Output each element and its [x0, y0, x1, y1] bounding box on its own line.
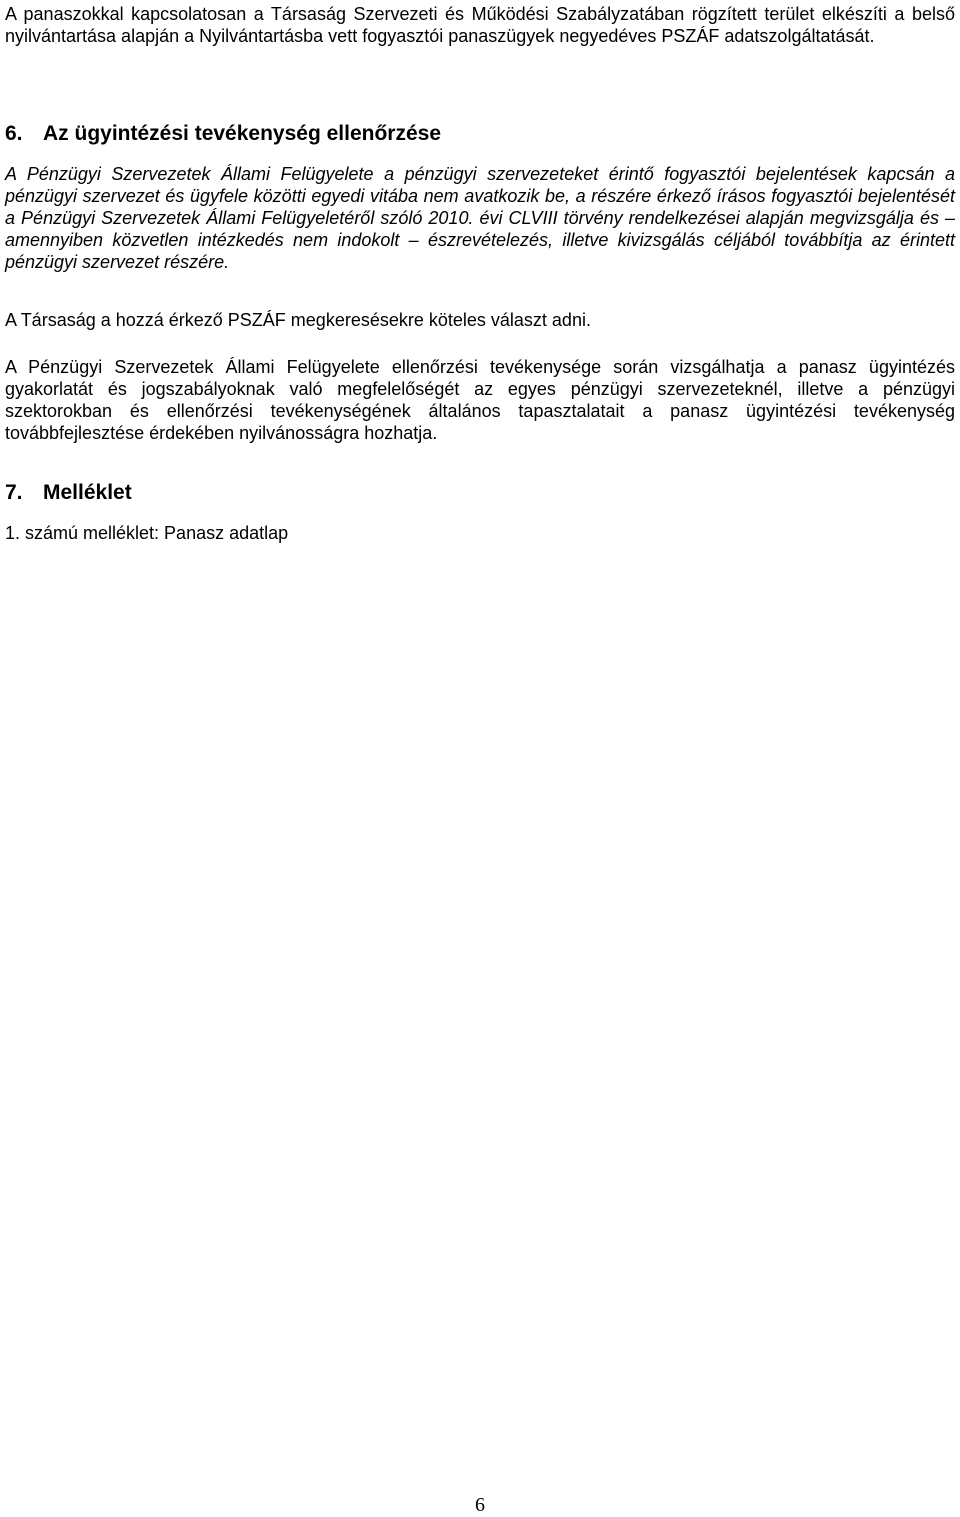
section-6-title: Az ügyintézési tevékenység ellenőrzése	[43, 122, 442, 145]
intro-paragraph: A panaszokkal kapcsolatosan a Társaság Szervezeti és Működési Szabályzatában rögzített terület elkészíti a belső nyilvántartása alapján a Nyilvántartásba vett fogyasztói panaszügyek negyedéves PSZÁF adatszolgáltatását.	[5, 4, 955, 46]
annex-item: 1. számú melléklet: Panasz adatlap	[5, 523, 289, 543]
answer-obligation-paragraph: A Társaság a hozzá érkező PSZÁF megkeresésekre köteles választ adni.	[5, 310, 591, 330]
section-6-heading	[5, 121, 441, 147]
section-7-heading	[5, 480, 132, 506]
section-7-number: 7.	[5, 481, 23, 504]
page-number: 6	[475, 1494, 485, 1516]
inspection-paragraph: A Pénzügyi Szervezetek Állami Felügyelete ellenőrzési tevékenysége során vizsgálhatja a panasz ügyintézés gyakorlatát és jogszabályoknak való megfelelőségét az egyes pénzügyi szervezeteknél, illetve a pénzügyi szektorokban és ellenőrzési tevékenységének általános tapasztalatait a panasz ügyintézési tevékenység továbbfejlesztése érdekében nyilvánosságra hozhatja.	[5, 357, 955, 443]
section-7-title: Melléklet	[43, 481, 132, 504]
section-6-number: 6.	[5, 122, 23, 145]
supervision-paragraph: A Pénzügyi Szervezetek Állami Felügyelete a pénzügyi szervezeteket érintő fogyasztói bejelentések kapcsán a pénzügyi szervezet és ügyfele közötti egyedi vitába nem avatkozik be, a részére érkező írásos fogyasztói bejelentését a Pénzügyi Szervezetek Állami Felügyeletéről szóló 2010. évi CLVIII törvény rendelkezései alapján megvizsgálja és – amennyiben közvetlen intézkedés nem indokolt – észrevételezés, illetve kivizsgálás céljából továbbítja az érintett pénzügyi szervezet részére.	[5, 164, 955, 272]
